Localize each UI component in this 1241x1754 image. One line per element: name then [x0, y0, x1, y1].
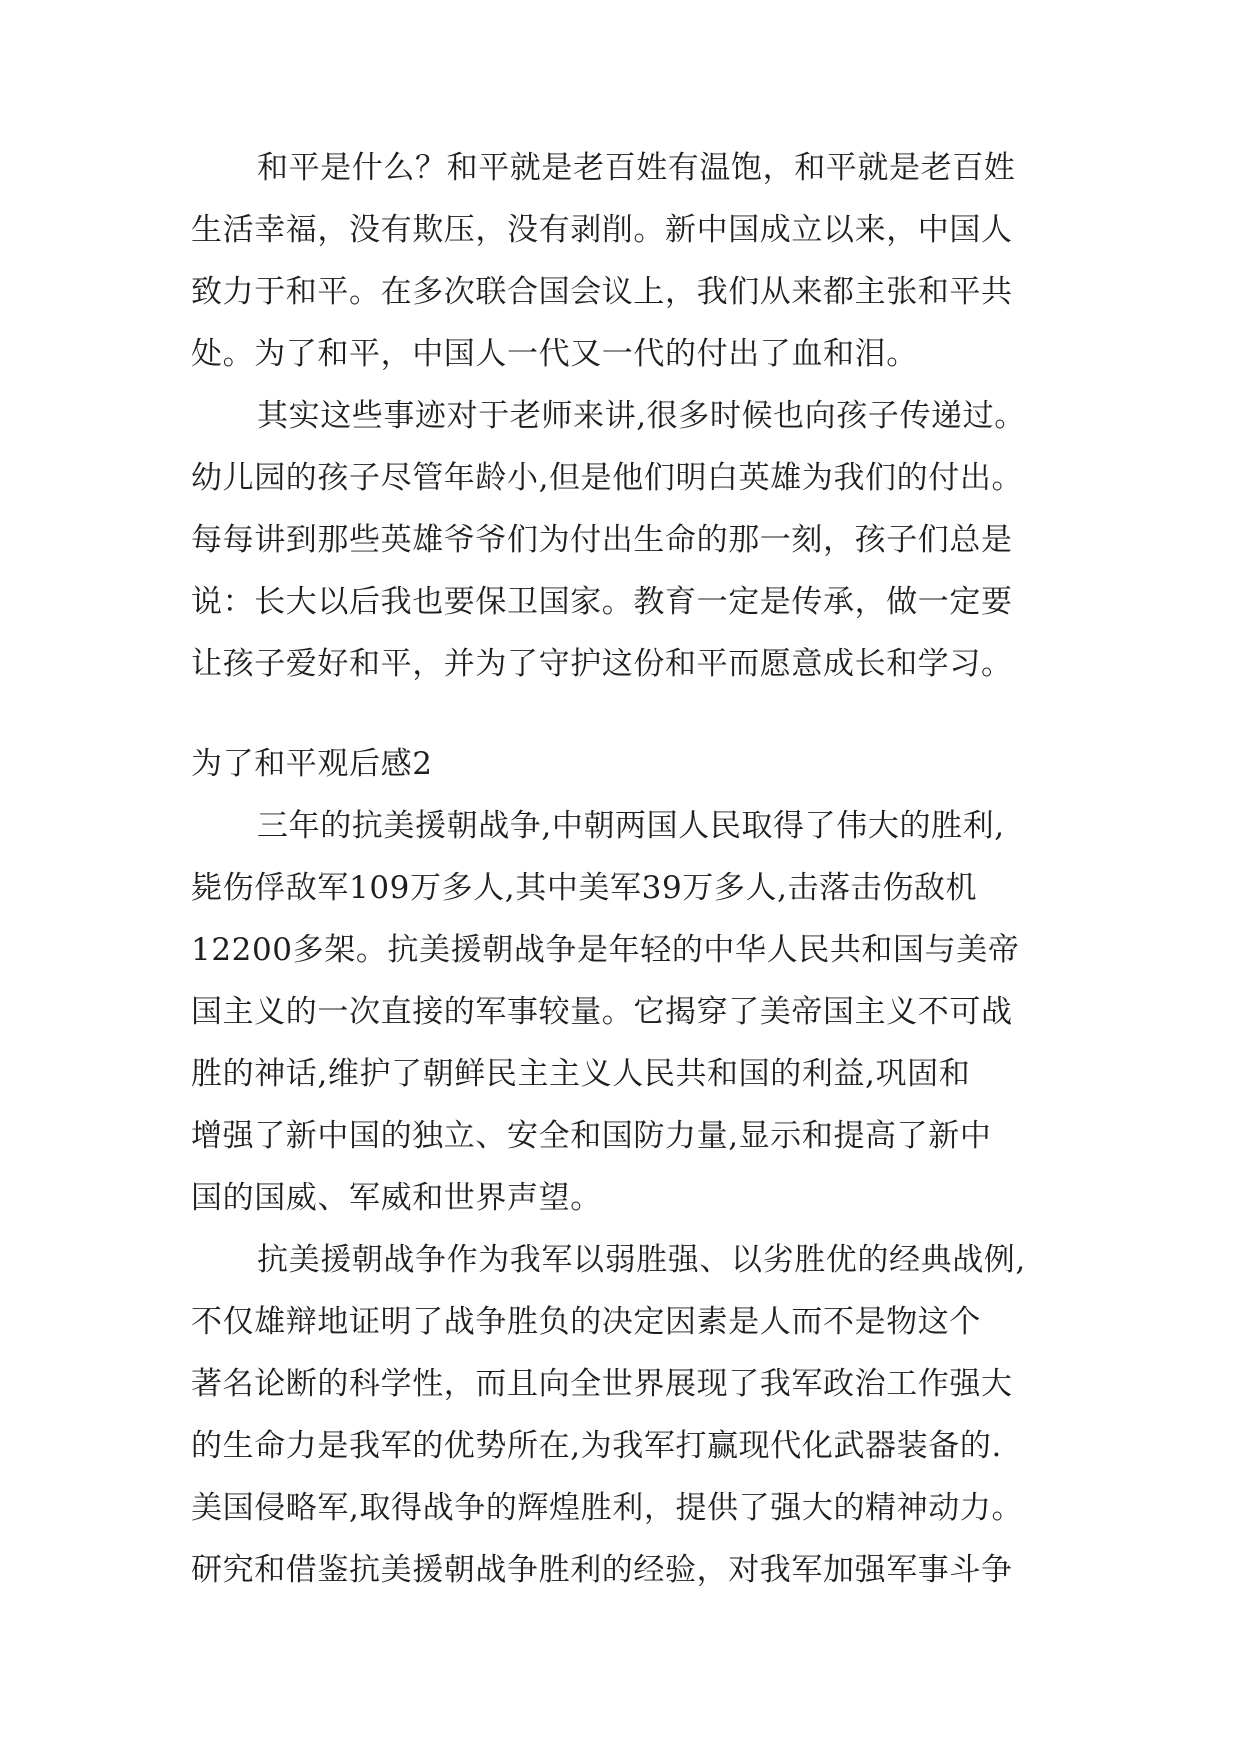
paragraph-4-line-6: 研究和借鉴抗美援朝战争胜利的经验，对我军加强军事斗争 [191, 1552, 1013, 1588]
paragraph-3-line-3: 12200多架。抗美援朝战争是年轻的中华人民共和国与美帝 [191, 932, 1020, 968]
paragraph-2-line-5: 让孩子爱好和平，并为了守护这份和平而愿意成长和学习。 [191, 646, 1013, 682]
paragraph-2-line-1: 其实这些事迹对于老师来讲,很多时候也向孩子传递过。 [257, 398, 1026, 434]
paragraph-3-line-6: 增强了新中国的独立、安全和国防力量,显示和提高了新中 [191, 1118, 992, 1154]
paragraph-4-line-5: 美国侵略军,取得战争的辉煌胜利，提供了强大的精神动力。 [191, 1490, 1024, 1526]
paragraph-4-line-2: 不仅雄辩地证明了战争胜负的决定因素是人而不是物这个 [191, 1304, 981, 1340]
paragraph-3-line-4: 国主义的一次直接的军事较量。它揭穿了美帝国主义不可战 [191, 994, 1013, 1030]
paragraph-3-line-7: 国的国威、军威和世界声望。 [191, 1180, 602, 1216]
paragraph-3-line-2: 毙伤俘敌军109万多人,其中美军39万多人,击落击伤敌机 [191, 870, 978, 906]
paragraph-3-line-5: 胜的神话,维护了朝鲜民主主义人民共和国的利益,巩固和 [191, 1056, 971, 1092]
paragraph-1-line-3: 致力于和平。在多次联合国会议上，我们从来都主张和平共 [191, 274, 1013, 310]
paragraph-1-line-1: 和平是什么？和平就是老百姓有温饱，和平就是老百姓 [257, 150, 1016, 186]
paragraph-1-line-4: 处。为了和平，中国人一代又一代的付出了血和泪。 [191, 336, 918, 372]
paragraph-2-line-2: 幼儿园的孩子尽管年龄小,但是他们明白英雄为我们的付出。 [191, 460, 1024, 496]
paragraph-1-line-2: 生活幸福，没有欺压，没有剥削。新中国成立以来，中国人 [191, 212, 1013, 248]
section-heading: 为了和平观后感2 [191, 746, 433, 782]
paragraph-2-line-3: 每每讲到那些英雄爷爷们为付出生命的那一刻，孩子们总是 [191, 522, 1013, 558]
paragraph-4-line-3: 著名论断的科学性，而且向全世界展现了我军政治工作强大 [191, 1366, 1013, 1402]
paragraph-4-line-4: 的生命力是我军的优势所在,为我军打赢现代化武器装备的. [191, 1428, 1002, 1464]
paragraph-4-line-1: 抗美援朝战争作为我军以弱胜强、以劣胜优的经典战例, [257, 1242, 1026, 1278]
paragraph-3-line-1: 三年的抗美援朝战争,中朝两国人民取得了伟大的胜利, [257, 808, 1005, 844]
paragraph-2-line-4: 说：长大以后我也要保卫国家。教育一定是传承，做一定要 [191, 584, 1013, 620]
